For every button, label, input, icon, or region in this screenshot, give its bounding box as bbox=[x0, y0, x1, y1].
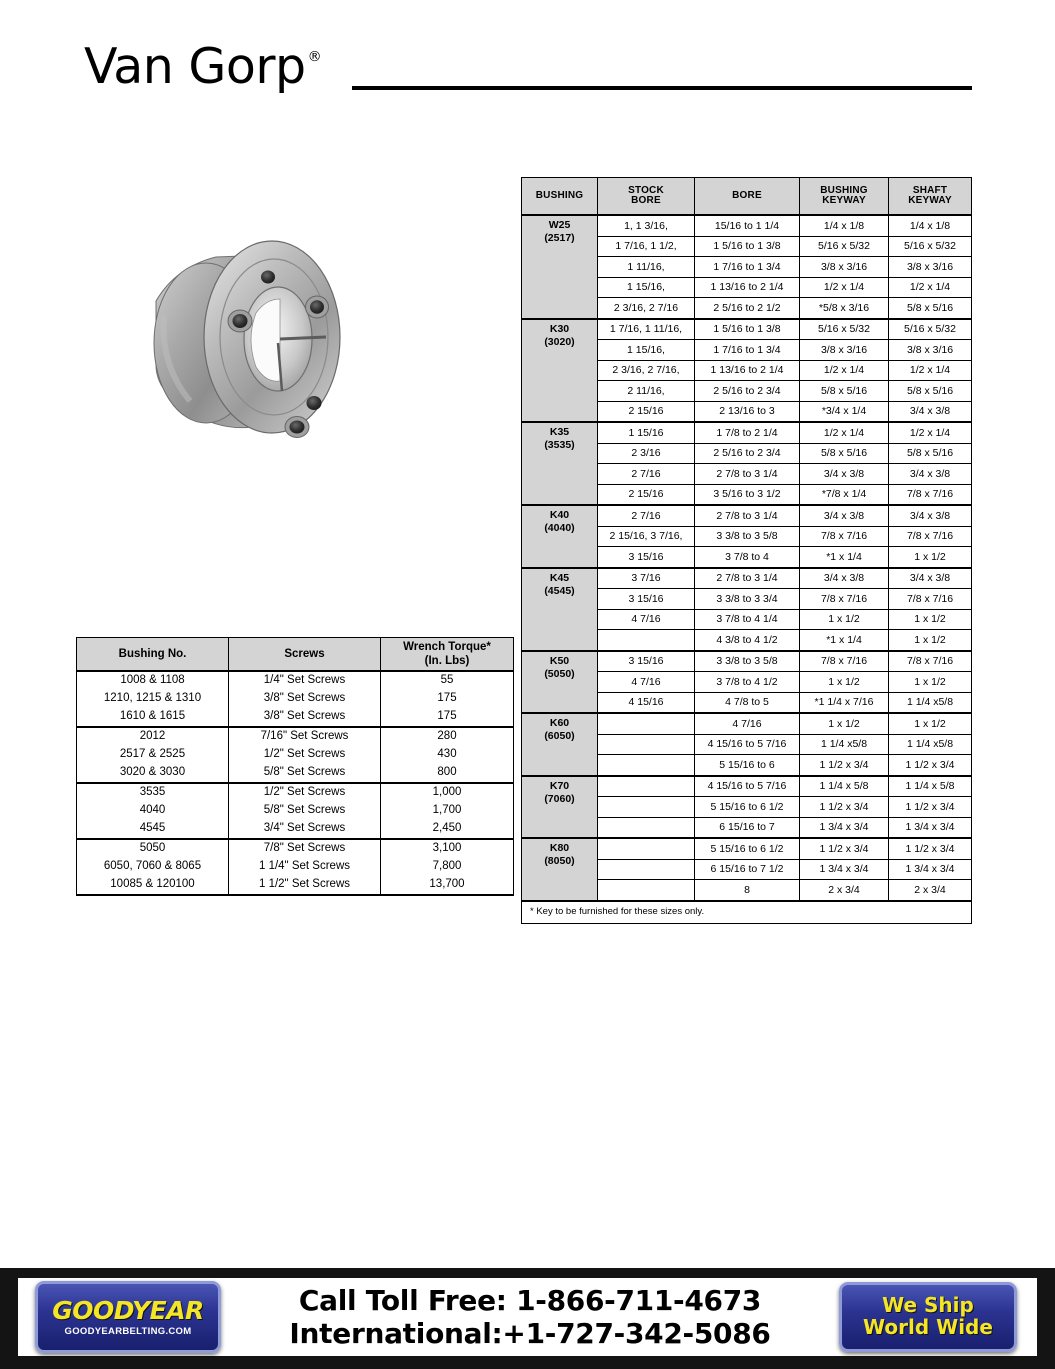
shaft-keyway-cell: 1/2 x 1/4 bbox=[889, 422, 972, 443]
bore-cell: 5 15/16 to 6 1/2 bbox=[695, 797, 800, 818]
col-header-bushing-keyway: BUSHING KEYWAY bbox=[800, 178, 889, 216]
bushing-no-cell: 10085 & 120100 bbox=[77, 876, 229, 895]
table-row bbox=[522, 838, 972, 859]
stock-bore-cell: 2 15/16, 3 7/16, bbox=[598, 526, 695, 547]
stock-bore-cell bbox=[598, 713, 695, 734]
stock-bore-cell: 4 15/16 bbox=[598, 692, 695, 713]
bushing-group-cell bbox=[522, 838, 598, 901]
stock-bore-cell: 3 7/16 bbox=[598, 568, 695, 589]
bushing-keyway-cell: 1 x 1/2 bbox=[800, 713, 889, 734]
wrench-torque-cell: 430 bbox=[381, 746, 514, 764]
bushing-keyway-cell: 7/8 x 7/16 bbox=[800, 651, 889, 672]
bushing-keyway-cell: 1/2 x 1/4 bbox=[800, 277, 889, 298]
shaft-keyway-cell: 1 x 1/2 bbox=[889, 630, 972, 651]
bushing-no-cell: 1210, 1215 & 1310 bbox=[77, 690, 229, 708]
bushing-keyway-cell: *1 x 1/4 bbox=[800, 547, 889, 568]
stock-bore-cell bbox=[598, 630, 695, 651]
bore-cell: 2 7/8 to 3 1/4 bbox=[695, 505, 800, 526]
stock-bore-cell bbox=[598, 734, 695, 755]
we-ship-line-2: World Wide bbox=[863, 1315, 993, 1339]
bore-specification-table-container bbox=[521, 177, 971, 924]
bushing-no-cell: 5050 bbox=[77, 839, 229, 858]
bore-table-footnote: * Key to be furnished for these sizes only. bbox=[522, 901, 972, 924]
bushing-keyway-cell: 5/16 x 5/32 bbox=[800, 319, 889, 340]
toll-free-phone: Call Toll Free: 1-866-711-4673 bbox=[298, 1283, 762, 1317]
shaft-keyway-cell: 1 x 1/2 bbox=[889, 672, 972, 693]
wrench-torque-cell: 175 bbox=[381, 690, 514, 708]
wrench-torque-cell: 1,000 bbox=[381, 783, 514, 802]
registered-trademark-icon: ® bbox=[307, 49, 322, 65]
bore-specification-table bbox=[521, 177, 972, 924]
bushing-no-cell: 1610 & 1615 bbox=[77, 708, 229, 727]
bushing-no-cell: 4040 bbox=[77, 802, 229, 820]
bushing-keyway-cell: 1/2 x 1/4 bbox=[800, 422, 889, 443]
bore-cell: 2 7/8 to 3 1/4 bbox=[695, 464, 800, 485]
shaft-keyway-cell: 1 x 1/2 bbox=[889, 609, 972, 630]
col-header-wrench-torque: Wrench Torque* (In. Lbs) bbox=[381, 638, 514, 672]
bore-cell: 5 15/16 to 6 1/2 bbox=[695, 838, 800, 859]
bushing-illustration bbox=[120, 215, 380, 455]
stock-bore-cell: 4 7/16 bbox=[598, 609, 695, 630]
bushing-group-code: K35 bbox=[549, 426, 570, 438]
bore-cell: 1 7/16 to 1 3/4 bbox=[695, 340, 800, 361]
col-header-bushing: BUSHING bbox=[522, 178, 598, 216]
shaft-keyway-cell: 1 1/2 x 3/4 bbox=[889, 838, 972, 859]
bore-cell: 3 7/8 to 4 1/2 bbox=[695, 672, 800, 693]
bushing-keyway-cell: 1 3/4 x 3/4 bbox=[800, 859, 889, 880]
bushing-no-cell: 3535 bbox=[77, 783, 229, 802]
shaft-keyway-cell: 7/8 x 7/16 bbox=[889, 651, 972, 672]
col-header-bore: BORE bbox=[695, 178, 800, 216]
bore-cell: 4 7/16 bbox=[695, 713, 800, 734]
bushing-group-cell bbox=[522, 215, 598, 319]
table-row bbox=[77, 746, 514, 764]
bore-cell: 4 7/8 to 5 bbox=[695, 692, 800, 713]
bushing-group-code: K60 bbox=[549, 717, 570, 729]
bore-cell: 1 7/16 to 1 3/4 bbox=[695, 257, 800, 278]
stock-bore-cell: 3 15/16 bbox=[598, 547, 695, 568]
bore-cell: 3 3/8 to 3 5/8 bbox=[695, 651, 800, 672]
bore-cell: 2 7/8 to 3 1/4 bbox=[695, 568, 800, 589]
bushing-keyway-cell: 1 1/4 x5/8 bbox=[800, 734, 889, 755]
bushing-group-cell bbox=[522, 422, 598, 505]
table-row bbox=[522, 422, 972, 443]
screws-cell: 7/16" Set Screws bbox=[229, 727, 381, 746]
shaft-keyway-cell: 5/16 x 5/32 bbox=[889, 236, 972, 257]
bushing-keyway-cell: *1 x 1/4 bbox=[800, 630, 889, 651]
bushing-group-size: (6050) bbox=[544, 730, 575, 743]
footer-phone-numbers bbox=[221, 1284, 839, 1350]
shaft-keyway-cell: 5/8 x 5/16 bbox=[889, 298, 972, 319]
shaft-keyway-cell: 1/2 x 1/4 bbox=[889, 277, 972, 298]
screws-cell: 1/2" Set Screws bbox=[229, 746, 381, 764]
bushing-keyway-cell: 1 3/4 x 3/4 bbox=[800, 817, 889, 838]
stock-bore-cell: 1 15/16, bbox=[598, 340, 695, 361]
screws-cell: 3/8" Set Screws bbox=[229, 708, 381, 727]
wrench-torque-cell: 3,100 bbox=[381, 839, 514, 858]
bushing-keyway-cell: *3/4 x 1/4 bbox=[800, 401, 889, 422]
stock-bore-cell: 1, 1 3/16, bbox=[598, 215, 695, 236]
bushing-keyway-cell: 3/8 x 3/16 bbox=[800, 340, 889, 361]
bushing-keyway-cell: 1 1/4 x 5/8 bbox=[800, 776, 889, 797]
shaft-keyway-cell: 5/8 x 5/16 bbox=[889, 381, 972, 402]
bore-cell: 2 13/16 to 3 bbox=[695, 401, 800, 422]
shaft-keyway-cell: 3/4 x 3/8 bbox=[889, 568, 972, 589]
table-row bbox=[77, 876, 514, 895]
bore-cell: 3 3/8 to 3 5/8 bbox=[695, 526, 800, 547]
wrench-torque-table-container bbox=[76, 637, 513, 896]
table-row bbox=[77, 690, 514, 708]
we-ship-line-1: We Ship bbox=[882, 1293, 974, 1318]
stock-bore-cell bbox=[598, 859, 695, 880]
bore-cell: 15/16 to 1 1/4 bbox=[695, 215, 800, 236]
van-gorp-logo bbox=[84, 38, 322, 95]
brand-name: Van Gorp bbox=[84, 38, 306, 95]
stock-bore-cell: 2 7/16 bbox=[598, 464, 695, 485]
stock-bore-cell: 1 11/16, bbox=[598, 257, 695, 278]
bushing-keyway-cell: 7/8 x 7/16 bbox=[800, 589, 889, 610]
wrench-torque-cell: 2,450 bbox=[381, 820, 514, 839]
bushing-no-cell: 6050, 7060 & 8065 bbox=[77, 858, 229, 876]
product-photo bbox=[120, 215, 380, 455]
bore-cell: 1 7/8 to 2 1/4 bbox=[695, 422, 800, 443]
stock-bore-cell: 2 15/16 bbox=[598, 401, 695, 422]
bushing-keyway-cell: *1 1/4 x 7/16 bbox=[800, 692, 889, 713]
bore-cell: 3 3/8 to 3 3/4 bbox=[695, 589, 800, 610]
table-row bbox=[77, 858, 514, 876]
bore-cell: 2 5/16 to 2 3/4 bbox=[695, 381, 800, 402]
shaft-keyway-cell: 1 1/4 x 5/8 bbox=[889, 776, 972, 797]
bushing-keyway-cell: 3/4 x 3/8 bbox=[800, 568, 889, 589]
torque-table-header-row bbox=[77, 638, 514, 672]
bore-cell: 2 5/16 to 2 3/4 bbox=[695, 443, 800, 464]
shaft-keyway-cell: 3/4 x 3/8 bbox=[889, 505, 972, 526]
bushing-keyway-cell: 1/2 x 1/4 bbox=[800, 360, 889, 381]
bushing-keyway-cell: 1 x 1/2 bbox=[800, 672, 889, 693]
bore-cell: 3 7/8 to 4 bbox=[695, 547, 800, 568]
bushing-keyway-cell: 3/4 x 3/8 bbox=[800, 505, 889, 526]
bushing-keyway-cell: 5/8 x 5/16 bbox=[800, 381, 889, 402]
stock-bore-cell bbox=[598, 880, 695, 901]
page-header bbox=[0, 0, 1055, 120]
shaft-keyway-cell: 1 1/2 x 3/4 bbox=[889, 755, 972, 776]
shaft-keyway-cell: 3/4 x 3/8 bbox=[889, 464, 972, 485]
wrench-torque-cell: 13,700 bbox=[381, 876, 514, 895]
bushing-keyway-cell: *7/8 x 1/4 bbox=[800, 484, 889, 505]
international-phone: International:+1-727-342-5086 bbox=[289, 1317, 771, 1350]
table-row bbox=[77, 802, 514, 820]
stock-bore-cell: 2 3/16 bbox=[598, 443, 695, 464]
footer-content bbox=[18, 1278, 1037, 1356]
bushing-group-cell bbox=[522, 505, 598, 568]
bushing-group-size: (5050) bbox=[544, 667, 575, 680]
col-header-stock-bore: STOCK BORE bbox=[598, 178, 695, 216]
wrench-torque-cell: 175 bbox=[381, 708, 514, 727]
shaft-keyway-cell: 1 x 1/2 bbox=[889, 547, 972, 568]
shaft-keyway-cell: 1 1/2 x 3/4 bbox=[889, 797, 972, 818]
screws-cell: 1 1/4" Set Screws bbox=[229, 858, 381, 876]
screws-cell: 1/2" Set Screws bbox=[229, 783, 381, 802]
shaft-keyway-cell: 1 3/4 x 3/4 bbox=[889, 859, 972, 880]
stock-bore-cell bbox=[598, 817, 695, 838]
table-row bbox=[77, 783, 514, 802]
wrench-torque-cell: 55 bbox=[381, 671, 514, 690]
bore-cell: 6 15/16 to 7 bbox=[695, 817, 800, 838]
shaft-keyway-cell: 1/4 x 1/8 bbox=[889, 215, 972, 236]
bushing-no-cell: 4545 bbox=[77, 820, 229, 839]
bushing-keyway-cell: 1 1/2 x 3/4 bbox=[800, 755, 889, 776]
stock-bore-cell: 2 3/16, 2 7/16 bbox=[598, 298, 695, 319]
bushing-keyway-cell: 7/8 x 7/16 bbox=[800, 526, 889, 547]
table-row bbox=[77, 708, 514, 727]
shaft-keyway-cell: 1 1/4 x5/8 bbox=[889, 692, 972, 713]
wrench-torque-cell: 800 bbox=[381, 764, 514, 783]
table-row bbox=[77, 820, 514, 839]
stock-bore-cell: 1 7/16, 1 11/16, bbox=[598, 319, 695, 340]
col-header-bushing-no: Bushing No. bbox=[77, 638, 229, 672]
bushing-group-cell bbox=[522, 568, 598, 651]
table-row bbox=[522, 215, 972, 236]
screws-cell: 5/8" Set Screws bbox=[229, 802, 381, 820]
table-row bbox=[522, 319, 972, 340]
shaft-keyway-cell: 2 x 3/4 bbox=[889, 880, 972, 901]
header-divider-rule bbox=[352, 86, 972, 90]
we-ship-world-wide-plaque bbox=[839, 1282, 1017, 1352]
col-header-screws: Screws bbox=[229, 638, 381, 672]
bushing-group-cell bbox=[522, 713, 598, 776]
bushing-group-size: (3535) bbox=[544, 439, 575, 452]
stock-bore-cell: 2 15/16 bbox=[598, 484, 695, 505]
shaft-keyway-cell: 1 x 1/2 bbox=[889, 713, 972, 734]
bushing-group-code: K45 bbox=[549, 571, 570, 584]
stock-bore-cell bbox=[598, 755, 695, 776]
bushing-group-size: (8050) bbox=[544, 855, 575, 868]
bore-table-footnote-row bbox=[522, 901, 972, 924]
stock-bore-cell: 1 15/16, bbox=[598, 277, 695, 298]
shaft-keyway-cell: 3/4 x 3/8 bbox=[889, 401, 972, 422]
wrench-torque-cell: 280 bbox=[381, 727, 514, 746]
bushing-group-code: W25 bbox=[548, 219, 571, 231]
bore-cell: 2 5/16 to 2 1/2 bbox=[695, 298, 800, 319]
bore-cell: 1 5/16 to 1 3/8 bbox=[695, 319, 800, 340]
bushing-group-cell bbox=[522, 651, 598, 714]
stock-bore-cell: 1 15/16 bbox=[598, 422, 695, 443]
bushing-group-code: K30 bbox=[549, 322, 570, 335]
shaft-keyway-cell: 5/16 x 5/32 bbox=[889, 319, 972, 340]
stock-bore-cell bbox=[598, 797, 695, 818]
bushing-keyway-cell: 1 1/2 x 3/4 bbox=[800, 838, 889, 859]
bore-cell: 4 15/16 to 5 7/16 bbox=[695, 776, 800, 797]
screws-cell: 7/8" Set Screws bbox=[229, 839, 381, 858]
stock-bore-cell: 2 11/16, bbox=[598, 381, 695, 402]
bushing-group-size: (2517) bbox=[544, 232, 575, 245]
bore-cell: 3 5/16 to 3 1/2 bbox=[695, 484, 800, 505]
bushing-keyway-cell: 5/8 x 5/16 bbox=[800, 443, 889, 464]
table-row bbox=[77, 764, 514, 783]
bore-cell: 4 15/16 to 5 7/16 bbox=[695, 734, 800, 755]
bushing-group-code: K40 bbox=[549, 509, 570, 521]
shaft-keyway-cell: 5/8 x 5/16 bbox=[889, 443, 972, 464]
stock-bore-cell: 2 3/16, 2 7/16, bbox=[598, 360, 695, 381]
shaft-keyway-cell: 7/8 x 7/16 bbox=[889, 484, 972, 505]
table-row bbox=[522, 651, 972, 672]
bushing-keyway-cell: 1/4 x 1/8 bbox=[800, 215, 889, 236]
table-row bbox=[77, 727, 514, 746]
table-row bbox=[522, 776, 972, 797]
bushing-keyway-cell: 5/16 x 5/32 bbox=[800, 236, 889, 257]
bushing-keyway-cell: 1 x 1/2 bbox=[800, 609, 889, 630]
goodyear-wordmark: GOODYEAR bbox=[52, 1295, 204, 1325]
screws-cell: 3/8" Set Screws bbox=[229, 690, 381, 708]
table-row bbox=[522, 505, 972, 526]
stock-bore-cell bbox=[598, 838, 695, 859]
bushing-no-cell: 1008 & 1108 bbox=[77, 671, 229, 690]
goodyear-logo-plaque[interactable] bbox=[35, 1281, 221, 1353]
shaft-keyway-cell: 1 3/4 x 3/4 bbox=[889, 817, 972, 838]
stock-bore-cell: 2 7/16 bbox=[598, 505, 695, 526]
bushing-no-cell: 3020 & 3030 bbox=[77, 764, 229, 783]
bushing-no-cell: 2517 & 2525 bbox=[77, 746, 229, 764]
table-row bbox=[77, 671, 514, 690]
bushing-group-size: (7060) bbox=[544, 792, 575, 805]
bushing-group-size: (4040) bbox=[544, 522, 575, 535]
shaft-keyway-cell: 7/8 x 7/16 bbox=[889, 589, 972, 610]
page-footer bbox=[0, 1268, 1055, 1369]
bushing-group-size: (3020) bbox=[544, 335, 575, 348]
bore-cell: 8 bbox=[695, 880, 800, 901]
wrench-torque-cell: 7,800 bbox=[381, 858, 514, 876]
table-row bbox=[77, 839, 514, 858]
shaft-keyway-cell: 3/8 x 3/16 bbox=[889, 257, 972, 278]
bushing-keyway-cell: 3/8 x 3/16 bbox=[800, 257, 889, 278]
stock-bore-cell: 4 7/16 bbox=[598, 672, 695, 693]
bore-cell: 1 13/16 to 2 1/4 bbox=[695, 360, 800, 381]
col-header-shaft-keyway: SHAFT KEYWAY bbox=[889, 178, 972, 216]
table-row bbox=[522, 713, 972, 734]
bushing-keyway-cell: 1 1/2 x 3/4 bbox=[800, 797, 889, 818]
stock-bore-cell: 1 7/16, 1 1/2, bbox=[598, 236, 695, 257]
stock-bore-cell: 3 15/16 bbox=[598, 651, 695, 672]
shaft-keyway-cell: 3/8 x 3/16 bbox=[889, 340, 972, 361]
bushing-no-cell: 2012 bbox=[77, 727, 229, 746]
bushing-group-size: (4545) bbox=[544, 584, 575, 597]
bore-cell: 6 15/16 to 7 1/2 bbox=[695, 859, 800, 880]
screws-cell: 1/4" Set Screws bbox=[229, 671, 381, 690]
stock-bore-cell: 3 15/16 bbox=[598, 589, 695, 610]
bushing-group-code: K70 bbox=[549, 779, 570, 792]
stock-bore-cell bbox=[598, 776, 695, 797]
bushing-keyway-cell: 2 x 3/4 bbox=[800, 880, 889, 901]
bushing-keyway-cell: 3/4 x 3/8 bbox=[800, 464, 889, 485]
goodyear-website-url: GOODYEARBELTING.COM bbox=[64, 1325, 192, 1337]
shaft-keyway-cell: 1/2 x 1/4 bbox=[889, 360, 972, 381]
bushing-group-code: K50 bbox=[549, 654, 570, 667]
screws-cell: 3/4" Set Screws bbox=[229, 820, 381, 839]
bore-cell: 1 5/16 to 1 3/8 bbox=[695, 236, 800, 257]
shaft-keyway-cell: 1 1/4 x5/8 bbox=[889, 734, 972, 755]
bore-cell: 5 15/16 to 6 bbox=[695, 755, 800, 776]
table-row bbox=[522, 568, 972, 589]
bushing-group-cell bbox=[522, 776, 598, 839]
bore-cell: 3 7/8 to 4 1/4 bbox=[695, 609, 800, 630]
wrench-torque-table bbox=[76, 637, 514, 896]
bushing-group-cell bbox=[522, 319, 598, 423]
bore-cell: 1 13/16 to 2 1/4 bbox=[695, 277, 800, 298]
bushing-group-code: K80 bbox=[549, 842, 570, 854]
bushing-keyway-cell: *5/8 x 3/16 bbox=[800, 298, 889, 319]
screws-cell: 5/8" Set Screws bbox=[229, 764, 381, 783]
wrench-torque-cell: 1,700 bbox=[381, 802, 514, 820]
screws-cell: 1 1/2" Set Screws bbox=[229, 876, 381, 895]
shaft-keyway-cell: 7/8 x 7/16 bbox=[889, 526, 972, 547]
bore-table-header-row bbox=[522, 178, 972, 216]
bore-cell: 4 3/8 to 4 1/2 bbox=[695, 630, 800, 651]
